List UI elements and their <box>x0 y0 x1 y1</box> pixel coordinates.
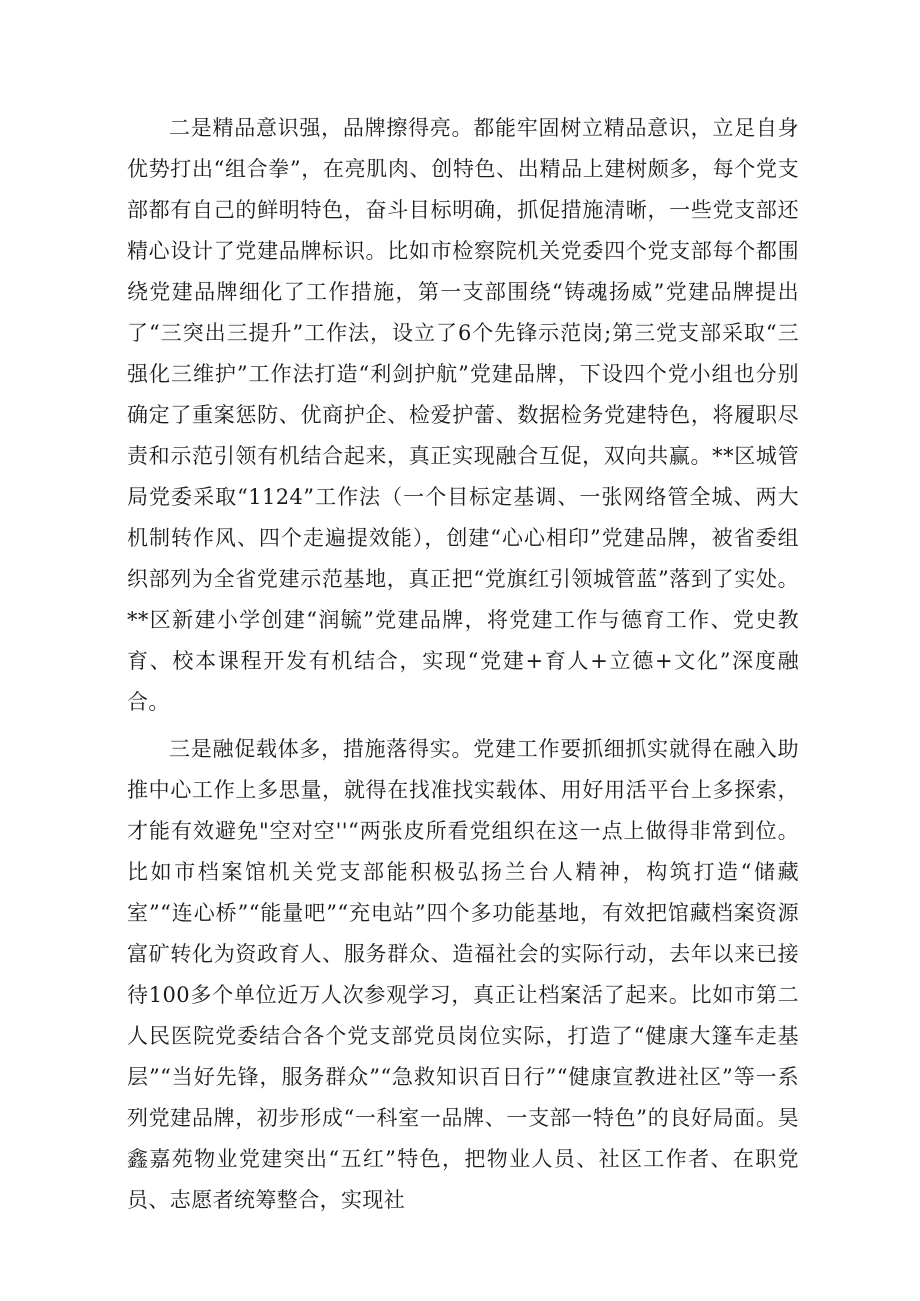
paragraph-carrier-measures: 三是融促载体多，措施落得实。党建工作要抓细抓实就得在融入助推中心工作上多思量，就得在找准找实载体、用好用活平台上多探索，才能有效避免"空对空''“两张皮所看党组织在这一点上做得非常到位。比如市档案馆机关党支部能积极弘扬兰台人精神，构筑打造“储藏室”“连心桥”“能量吧”“充电站”四个多功能基地，有效把馆藏档案资源富矿转化为资政育人、服务群众、造福社会的实际行动，去年以来已接待100多个单位近万人次参观学习，真正让档案活了起来。比如市第二人民医院党委结合各个党支部党员岗位实际，打造了“健康大篷车走基层”“当好先锋，服务群众”“急救知识百日行”“健康宣教进社区”等一系列党建品牌，初步形成“一科室一品牌、一支部一特色”的良好局面。昊鑫嘉苑物业党建突出“五红”特色，把物业人员、社区工作者、在职党员、志愿者统筹整合，实现社 <box>127 737 799 1212</box>
document-body <box>127 108 799 1221</box>
paragraph-quality-branding: 二是精品意识强，品牌擦得亮。都能牢固树立精品意识，立足自身优势打出“组合拳”，在亮肌肉、创特色、出精品上建树颇多，每个党支部都有自己的鲜明特色，奋斗目标明确，抓促措施清晰，一些党支部还精心设计了党建品牌标识。比如市检察院机关党委四个党支部每个都围绕党建品牌细化了工作措施，第一支部围绕“铸魂扬威”党建品牌提出了“三突出三提升”工作法，设立了6个先锋示范岗;第三党支部采取“三强化三维护”工作法打造“利剑护航”党建品牌，下设四个党小组也分别确定了重案惩防、优商护企、检爱护蕾、数据检务党建特色，将履职尽责和示范引领有机结合起来，真正实现融合互促，双向共赢。**区城管局党委采取“1124”工作法（一个目标定基调、一张网络管全城、两大机制转作风、四个走遍提效能），创建“心心相印”党建品牌，被省委组织部列为全省党建示范基地，真正把“党旗红引领城管蓝”落到了实处。**区新建小学创建“润毓”党建品牌，将党建工作与德育工作、党史教育、校本课程开发有机结合，实现“党建+育人+立德+文化”深度融合。 <box>127 116 799 714</box>
